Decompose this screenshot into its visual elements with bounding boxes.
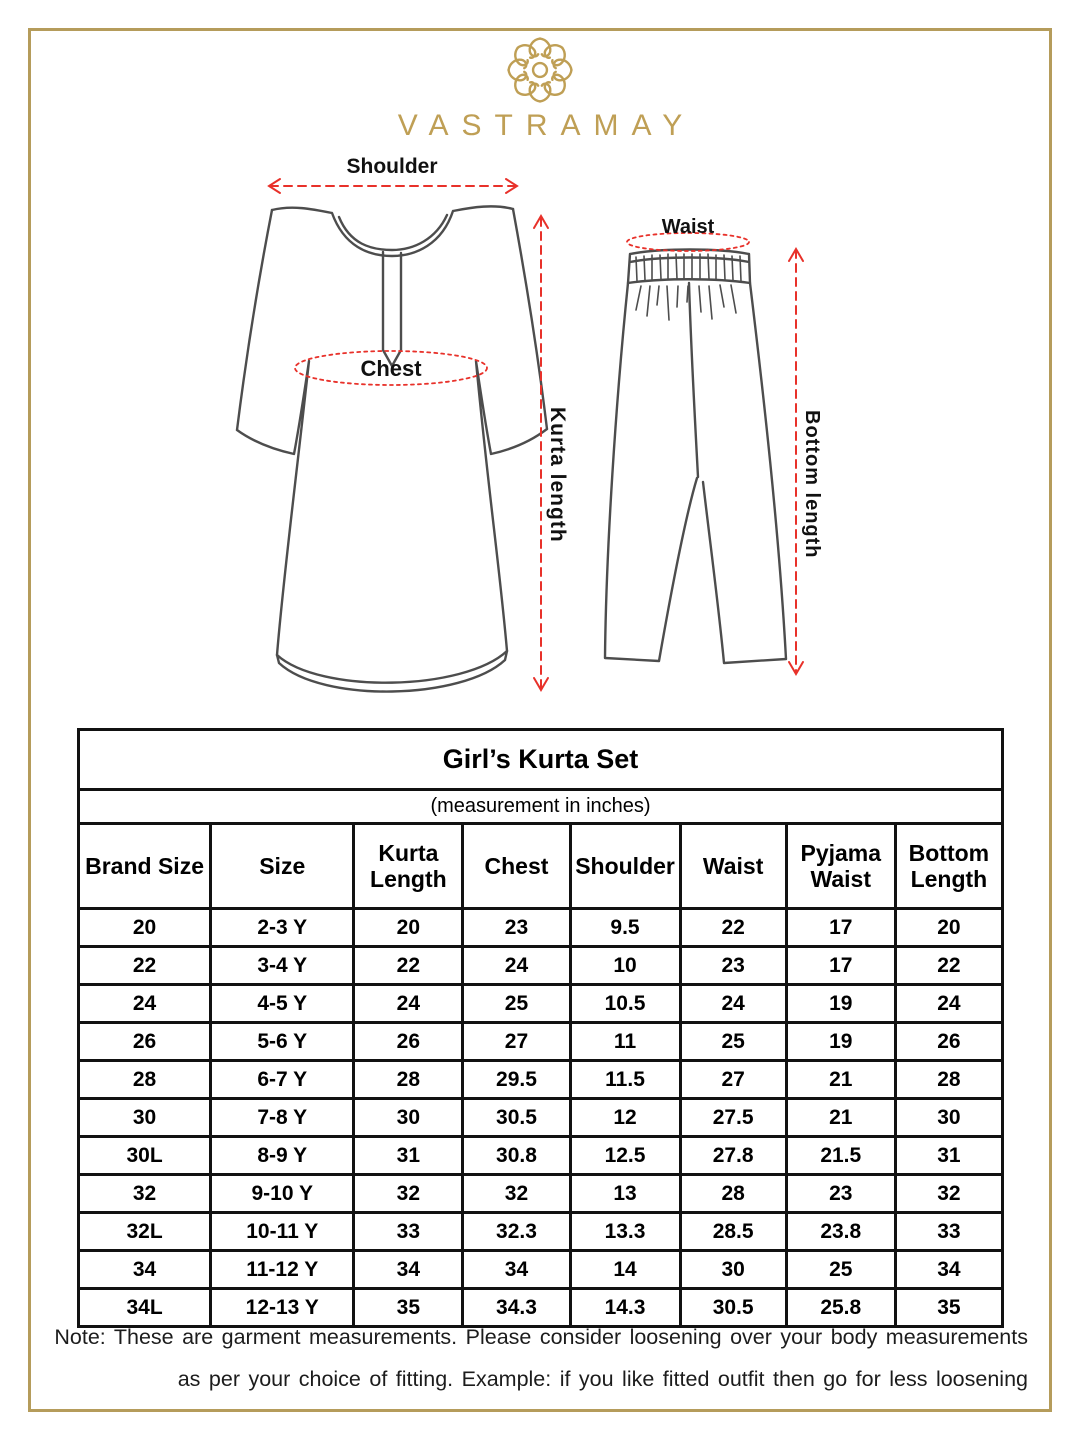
table-cell: 25 xyxy=(463,985,570,1023)
column-header: Bottom Length xyxy=(895,824,1002,909)
table-row xyxy=(79,1023,1003,1061)
table-cell: 14 xyxy=(570,1251,680,1289)
table-cell: 12-13 Y xyxy=(211,1289,354,1327)
table-cell: 13 xyxy=(570,1175,680,1213)
table-cell: 34 xyxy=(79,1251,211,1289)
table-cell: 34 xyxy=(354,1251,463,1289)
table-cell: 23.8 xyxy=(786,1213,895,1251)
table-subtitle: (measurement in inches) xyxy=(79,790,1003,824)
table-cell: 20 xyxy=(79,909,211,947)
table-cell: 31 xyxy=(895,1137,1002,1175)
table-cell: 25 xyxy=(680,1023,786,1061)
table-row xyxy=(79,947,1003,985)
table-cell: 23 xyxy=(680,947,786,985)
column-header: Pyjama Waist xyxy=(786,824,895,909)
table-cell: 11 xyxy=(570,1023,680,1061)
table-cell: 34 xyxy=(895,1251,1002,1289)
table-cell: 22 xyxy=(895,947,1002,985)
note-line-1: Note: These are garment measurements. Please consider loosening over your body measurements xyxy=(54,1325,1028,1349)
table-cell: 28 xyxy=(79,1061,211,1099)
table-cell: 26 xyxy=(79,1023,211,1061)
column-header: Brand Size xyxy=(79,824,211,909)
table-cell: 32.3 xyxy=(463,1213,570,1251)
table-row xyxy=(79,1137,1003,1175)
table-cell: 25 xyxy=(786,1251,895,1289)
table-row xyxy=(79,1175,1003,1213)
table-cell: 27 xyxy=(463,1023,570,1061)
measure-marks xyxy=(269,179,803,690)
column-header: Shoulder xyxy=(570,824,680,909)
table-cell: 30.5 xyxy=(680,1289,786,1327)
table-cell: 35 xyxy=(895,1289,1002,1327)
table-cell: 28 xyxy=(680,1175,786,1213)
table-cell: 17 xyxy=(786,909,895,947)
table-cell: 2-3 Y xyxy=(211,909,354,947)
brand-header xyxy=(0,33,1080,143)
table-row xyxy=(79,1061,1003,1099)
bottom-length-label: Bottom length xyxy=(801,410,823,559)
table-cell: 22 xyxy=(354,947,463,985)
table-cell: 14.3 xyxy=(570,1289,680,1327)
kurta-length-label: Kurta length xyxy=(546,407,569,543)
table-cell: 29.5 xyxy=(463,1061,570,1099)
table-cell: 30 xyxy=(680,1251,786,1289)
table-title: Girl’s Kurta Set xyxy=(79,730,1003,790)
table-row xyxy=(79,1099,1003,1137)
table-cell: 30 xyxy=(79,1099,211,1137)
table-cell: 20 xyxy=(895,909,1002,947)
table-cell: 28.5 xyxy=(680,1213,786,1251)
table-cell: 24 xyxy=(680,985,786,1023)
table-cell: 10 xyxy=(570,947,680,985)
table-cell: 28 xyxy=(354,1061,463,1099)
table-cell: 24 xyxy=(79,985,211,1023)
table-row xyxy=(79,1251,1003,1289)
table-cell: 9-10 Y xyxy=(211,1175,354,1213)
table-cell: 28 xyxy=(895,1061,1002,1099)
brand-wordmark: VASTRAMAY xyxy=(397,109,696,142)
garment-diagram xyxy=(0,150,1080,730)
table-cell: 32 xyxy=(463,1175,570,1213)
table-cell: 11-12 Y xyxy=(211,1251,354,1289)
chest-label: Chest xyxy=(360,356,422,381)
table-cell: 27.8 xyxy=(680,1137,786,1175)
table-cell: 12.5 xyxy=(570,1137,680,1175)
table-cell: 21 xyxy=(786,1061,895,1099)
table-cell: 32L xyxy=(79,1213,211,1251)
table-cell: 30 xyxy=(354,1099,463,1137)
table-subtitle-row xyxy=(79,790,1003,824)
table-row xyxy=(79,985,1003,1023)
table-cell: 17 xyxy=(786,947,895,985)
size-chart-table xyxy=(77,728,1004,1328)
table-cell: 33 xyxy=(895,1213,1002,1251)
column-header: Chest xyxy=(463,824,570,909)
table-cell: 20 xyxy=(354,909,463,947)
table-cell: 22 xyxy=(680,909,786,947)
table-cell: 11.5 xyxy=(570,1061,680,1099)
table-cell: 25.8 xyxy=(786,1289,895,1327)
table-cell: 32 xyxy=(79,1175,211,1213)
table-cell: 21 xyxy=(786,1099,895,1137)
table-cell: 30.5 xyxy=(463,1099,570,1137)
note-line-2: as per your choice of fitting. Example: if you like fitted outfit then go for less loosening xyxy=(177,1367,1028,1391)
table-cell: 33 xyxy=(354,1213,463,1251)
table-cell: 21.5 xyxy=(786,1137,895,1175)
table-cell: 10.5 xyxy=(570,985,680,1023)
table-cell: 34.3 xyxy=(463,1289,570,1327)
table-cell: 35 xyxy=(354,1289,463,1327)
table-cell: 19 xyxy=(786,1023,895,1061)
table-cell: 26 xyxy=(895,1023,1002,1061)
table-cell: 30 xyxy=(895,1099,1002,1137)
kurta-sketch xyxy=(237,206,547,691)
table-cell: 19 xyxy=(786,985,895,1023)
measurement-note xyxy=(50,1316,1028,1400)
size-table-body xyxy=(79,909,1003,1327)
table-cell: 7-8 Y xyxy=(211,1099,354,1137)
table-cell: 24 xyxy=(354,985,463,1023)
table-cell: 9.5 xyxy=(570,909,680,947)
table-cell: 12 xyxy=(570,1099,680,1137)
table-cell: 24 xyxy=(463,947,570,985)
table-cell: 30L xyxy=(79,1137,211,1175)
table-cell: 13.3 xyxy=(570,1213,680,1251)
column-header: Waist xyxy=(680,824,786,909)
pyjama-sketch xyxy=(605,250,786,664)
table-cell: 8-9 Y xyxy=(211,1137,354,1175)
table-cell: 34L xyxy=(79,1289,211,1327)
table-cell: 3-4 Y xyxy=(211,947,354,985)
column-header: Kurta Length xyxy=(354,824,463,909)
table-cell: 6-7 Y xyxy=(211,1061,354,1099)
table-cell: 5-6 Y xyxy=(211,1023,354,1061)
table-row xyxy=(79,1213,1003,1251)
table-cell: 10-11 Y xyxy=(211,1213,354,1251)
table-cell: 30.8 xyxy=(463,1137,570,1175)
table-cell: 31 xyxy=(354,1137,463,1175)
table-header-row xyxy=(79,824,1003,909)
table-cell: 27 xyxy=(680,1061,786,1099)
table-title-row xyxy=(79,730,1003,790)
brand-logo-icon xyxy=(503,33,577,107)
table-cell: 34 xyxy=(463,1251,570,1289)
table-row xyxy=(79,909,1003,947)
table-cell: 23 xyxy=(786,1175,895,1213)
table-cell: 23 xyxy=(463,909,570,947)
table-cell: 22 xyxy=(79,947,211,985)
column-header: Size xyxy=(211,824,354,909)
table-cell: 27.5 xyxy=(680,1099,786,1137)
table-cell: 24 xyxy=(895,985,1002,1023)
table-cell: 26 xyxy=(354,1023,463,1061)
table-cell: 32 xyxy=(354,1175,463,1213)
table-cell: 32 xyxy=(895,1175,1002,1213)
shoulder-label: Shoulder xyxy=(346,155,438,178)
table-cell: 4-5 Y xyxy=(211,985,354,1023)
waist-label: Waist xyxy=(661,216,715,238)
